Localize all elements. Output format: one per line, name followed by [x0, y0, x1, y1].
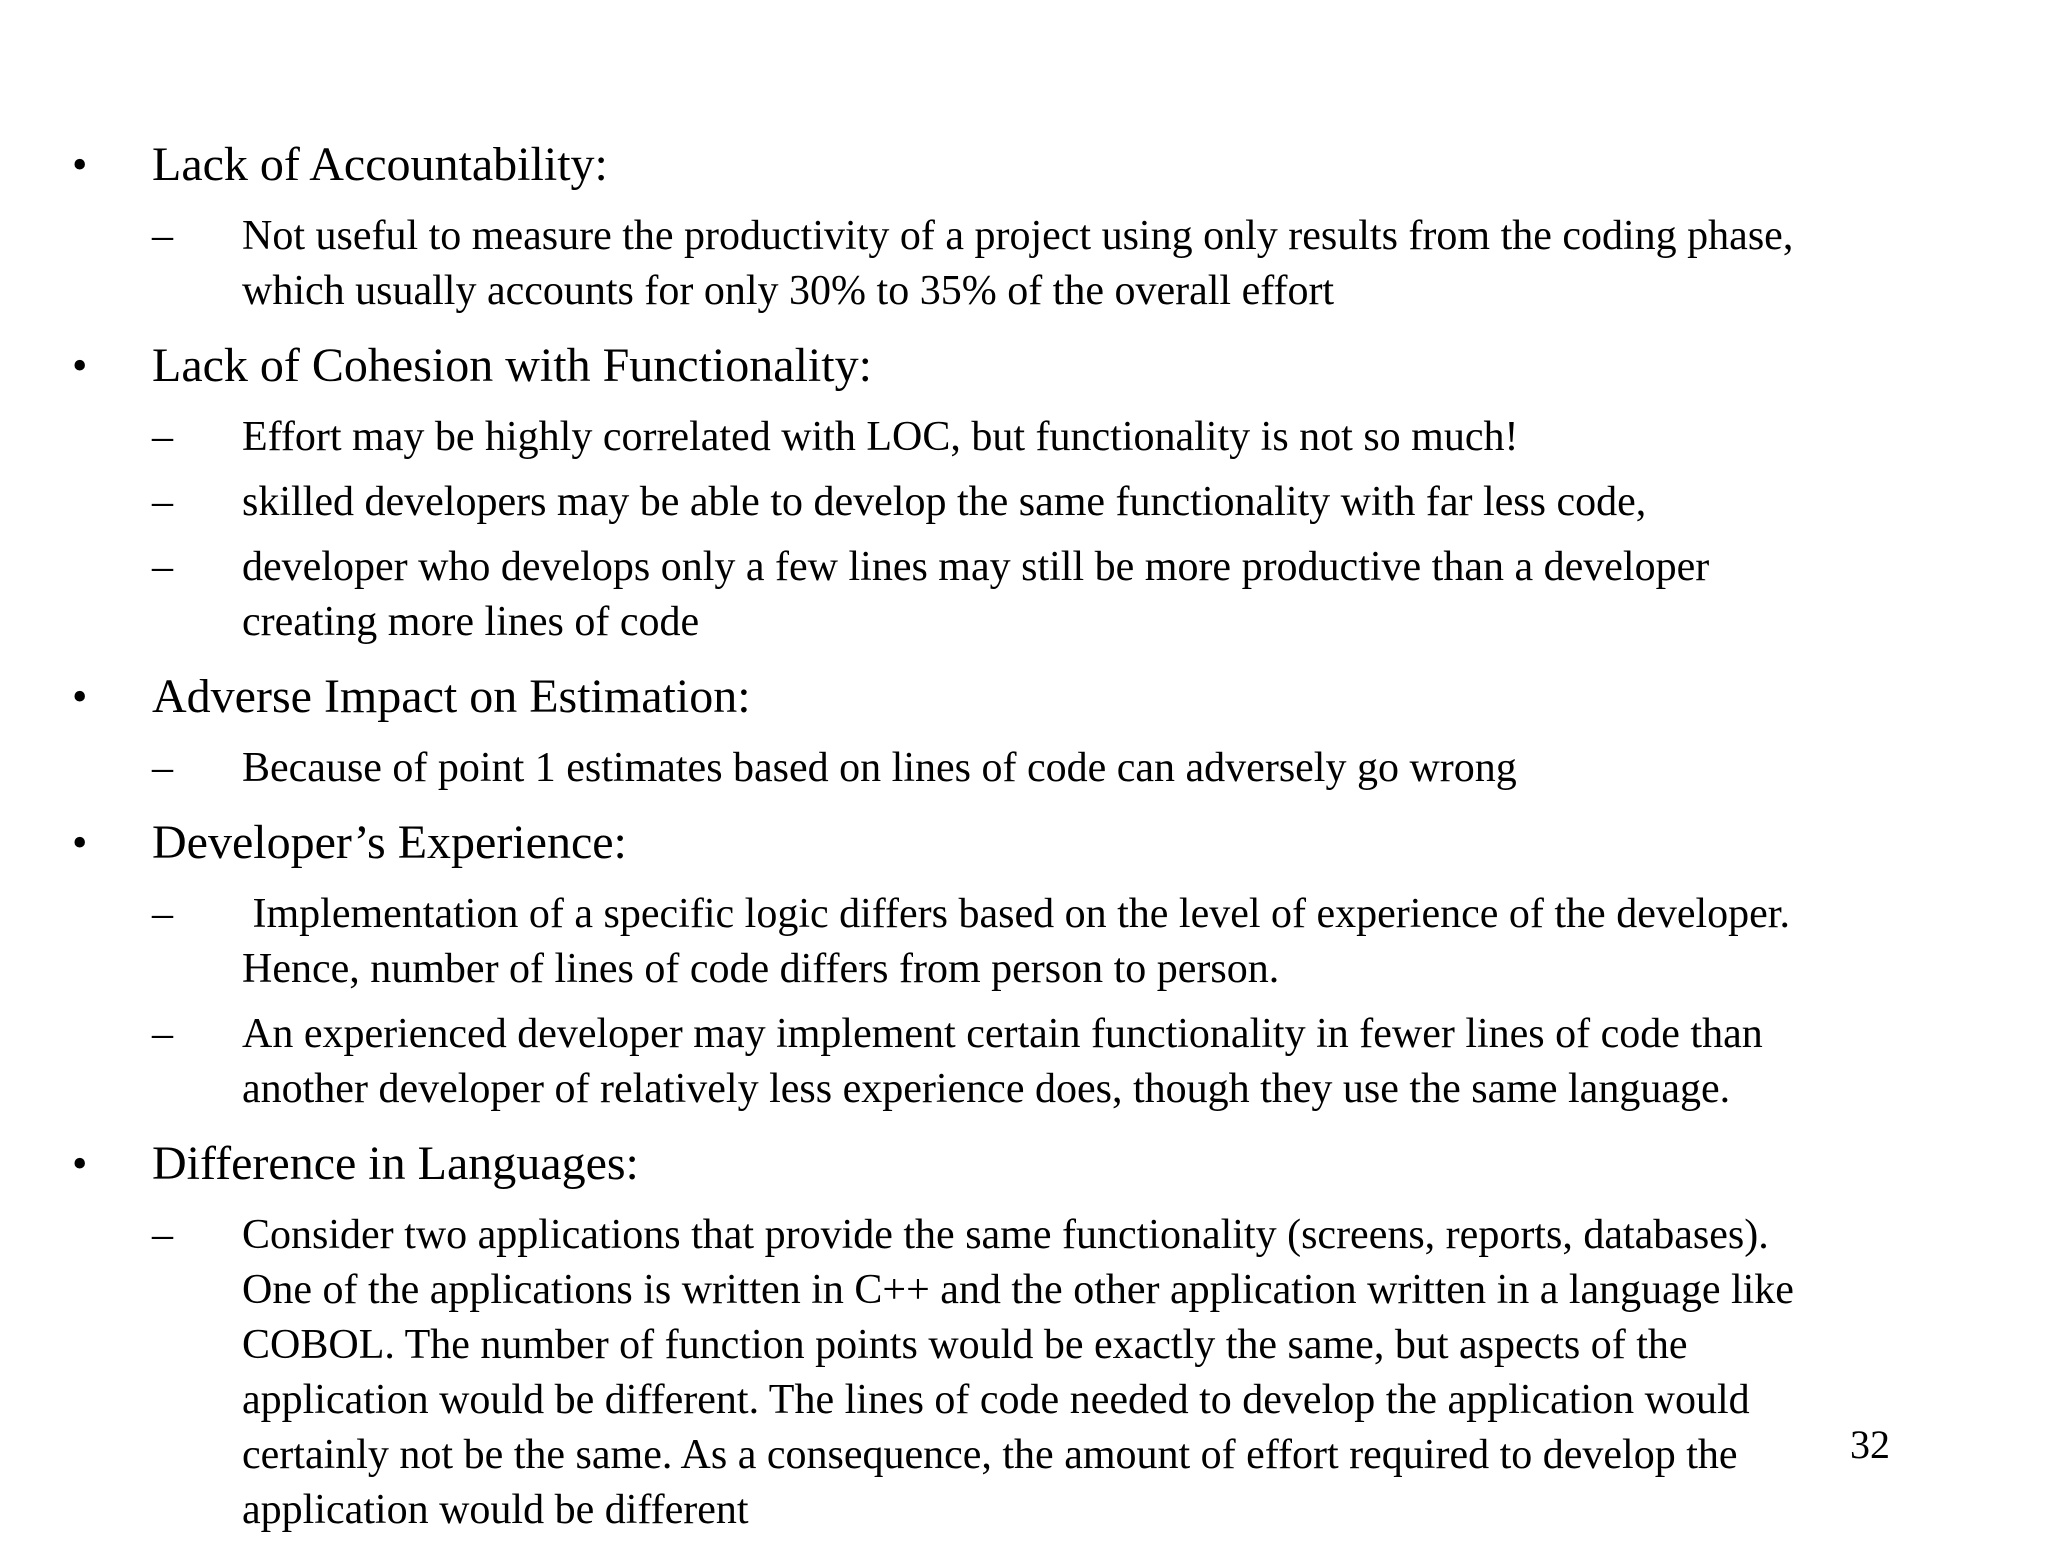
sub-point [152, 1007, 2048, 1117]
bullet-marker: • [72, 341, 88, 390]
sub-point-line: Effort may be highly correlated with LOC, but functionality is not so much! [242, 414, 1519, 460]
page-number: 32 [1850, 1422, 1890, 1467]
sub-marker: – [152, 544, 173, 590]
sub-point-line: developer who develops only a few lines may still be more productive than a developer [242, 544, 1710, 590]
bullet-item [72, 329, 1972, 650]
sub-point-line: COBOL. The number of function points would be exactly the same, but aspects of the [242, 1322, 1688, 1368]
sub-point [152, 887, 2048, 997]
sub-point-line: Implementation of a specific logic differs based on the level of experience of the developer. [242, 891, 1790, 937]
bullet-heading: Lack of Cohesion with Functionality: [152, 339, 872, 392]
sub-point-line: another developer of relatively less experience does, though they use the same language. [242, 1066, 1731, 1112]
bullet-item [72, 660, 1972, 796]
sub-point [152, 741, 2048, 796]
sub-marker: – [152, 1212, 173, 1258]
sub-list [152, 410, 1972, 650]
sub-list [152, 887, 1972, 1117]
sub-marker: – [152, 213, 173, 259]
sub-list [152, 1208, 1972, 1538]
sub-point [152, 209, 2048, 319]
sub-point-line: application would be different [242, 1487, 749, 1533]
bullet-item [72, 1127, 1972, 1538]
sub-point [152, 475, 2048, 530]
bullet-marker: • [72, 140, 88, 189]
bullet-heading: Difference in Languages: [152, 1137, 639, 1190]
sub-point-line: An experienced developer may implement certain functionality in fewer lines of code than [242, 1011, 1763, 1057]
sub-point-line: certainly not be the same. As a consequence, the amount of effort required to develop the [242, 1432, 1738, 1478]
sub-list [152, 741, 1972, 796]
sub-point-line: skilled developers may be able to develop the same functionality with far less code, [242, 479, 1647, 525]
bullet-heading: Adverse Impact on Estimation: [152, 670, 751, 723]
sub-list [152, 209, 1972, 319]
bullet-heading: Developer’s Experience: [152, 816, 627, 869]
sub-point-line: which usually accounts for only 30% to 35% of the overall effort [242, 268, 1335, 314]
sub-point [152, 410, 2048, 465]
bullet-marker: • [72, 818, 88, 867]
sub-marker: – [152, 745, 173, 791]
sub-point-line: One of the applications is written in C++ and the other application written in a language like [242, 1267, 1794, 1313]
sub-point-line: Not useful to measure the productivity of a project using only results from the coding phase, [242, 213, 1794, 259]
sub-point-line: Hence, number of lines of code differs from person to person. [242, 946, 1280, 992]
sub-point-line: Consider two applications that provide the same functionality (screens, reports, databases). [242, 1212, 1769, 1258]
sub-point-line: creating more lines of code [242, 599, 700, 645]
bullet-item [72, 128, 1972, 319]
sub-point-line: application would be different. The lines of code needed to develop the application would [242, 1377, 1750, 1423]
sub-point [152, 540, 2048, 650]
bullet-item [72, 806, 1972, 1117]
bullet-marker: • [72, 672, 88, 721]
sub-marker: – [152, 891, 173, 937]
sub-point [152, 1208, 2048, 1538]
sub-marker: – [152, 479, 173, 525]
bullet-heading: Lack of Accountability: [152, 138, 608, 191]
sub-marker: – [152, 1011, 173, 1057]
sub-point-line: Because of point 1 estimates based on lines of code can adversely go wrong [242, 745, 1517, 791]
bullet-list [72, 128, 1972, 1548]
sub-marker: – [152, 414, 173, 460]
bullet-marker: • [72, 1139, 88, 1188]
